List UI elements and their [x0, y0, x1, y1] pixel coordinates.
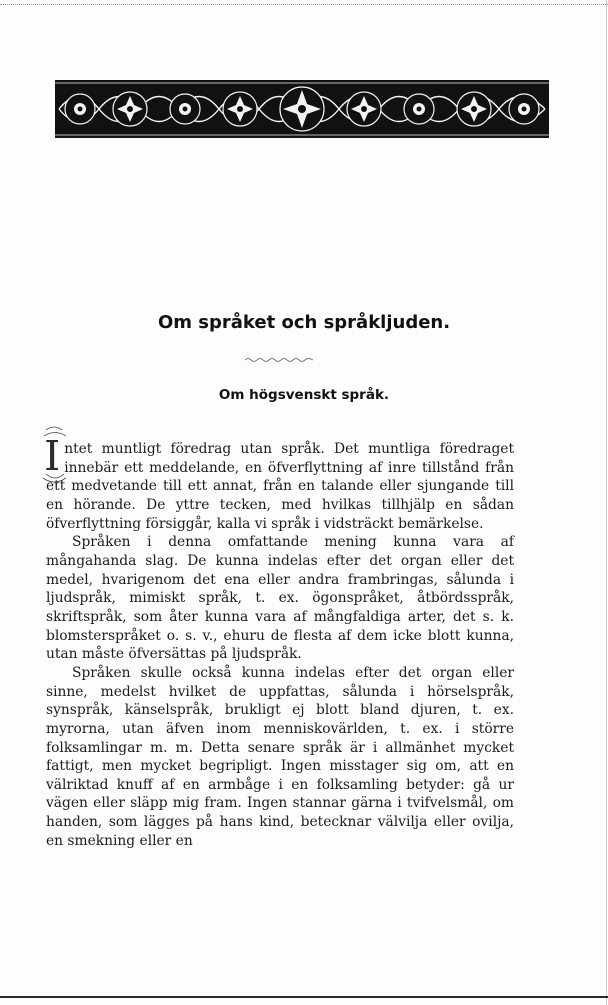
drop-cap: [44, 432, 61, 480]
decorative-squiggle: [245, 356, 313, 364]
scan-top-edge: [0, 4, 608, 5]
body-text: [44, 432, 514, 850]
drop-cap-letter: I: [44, 432, 61, 480]
bottom-edge-rule: [0, 996, 608, 998]
paragraph-2: Språken i denna omfattande mening kunna vara af mångahanda slag. De kunna indelas efter det organ eller det medel, hvarigenom det ena eller andra frambringas, sålunda i ljudspråk, mimiskt språk, t. ex. ögonspråket, åtbördsspråk, skriftspråk, som åter kunna vara af mångfaldiga arter, det s. k. blomsterspråket o. s. v., ehuru de flesta af dem icke blott kunna, utan måste öfversättas på ljudspråk.: [46, 534, 514, 663]
section-title: Om högsvenskt språk.: [218, 387, 390, 403]
paragraph-1-text: ntet muntligt föredrag utan språk. Det muntliga föredraget innebär ett meddelande, en öfverflyttning af inre tillstånd från ett medvetande till ett annat, från en talande eller sjungande till en hörande. De yttre tecken, med hvilkas tillhjälp en sådan öfverflyttning försiggår, kalla vi språk i vidsträckt bemärkelse.: [46, 441, 514, 532]
scan-right-edge: [606, 0, 607, 1005]
paragraph-1: [44, 432, 514, 533]
drop-cap-ornament: [40, 424, 70, 484]
paragraph-3: Språken skulle också kunna indelas efter det organ eller sinne, medelst hvilket de uppfattas, sålunda i hörselspråk, synspråk, känselspråk, brukligt ej blott bland djuren, t. ex. myrorna, utan äfven inom menniskovärlden, t. ex. i större folksamlingar m. m. Detta senare språk är i allmänhet mycket fattigt, men mycket begripligt. Ingen misstager sig om, att en välriktad knuff af en armbåge i en folksamling betyder: gå ur vägen eller släpp mig fram. Ingen stannar gärna i tvifvelsmål, om handen, som lägges på hans kind, betecknar välvilja eller ovilja, en smekning eller en: [46, 664, 514, 849]
chapter-title: Om språket och språkljuden.: [157, 312, 451, 333]
ornamental-header-band: [55, 80, 549, 138]
